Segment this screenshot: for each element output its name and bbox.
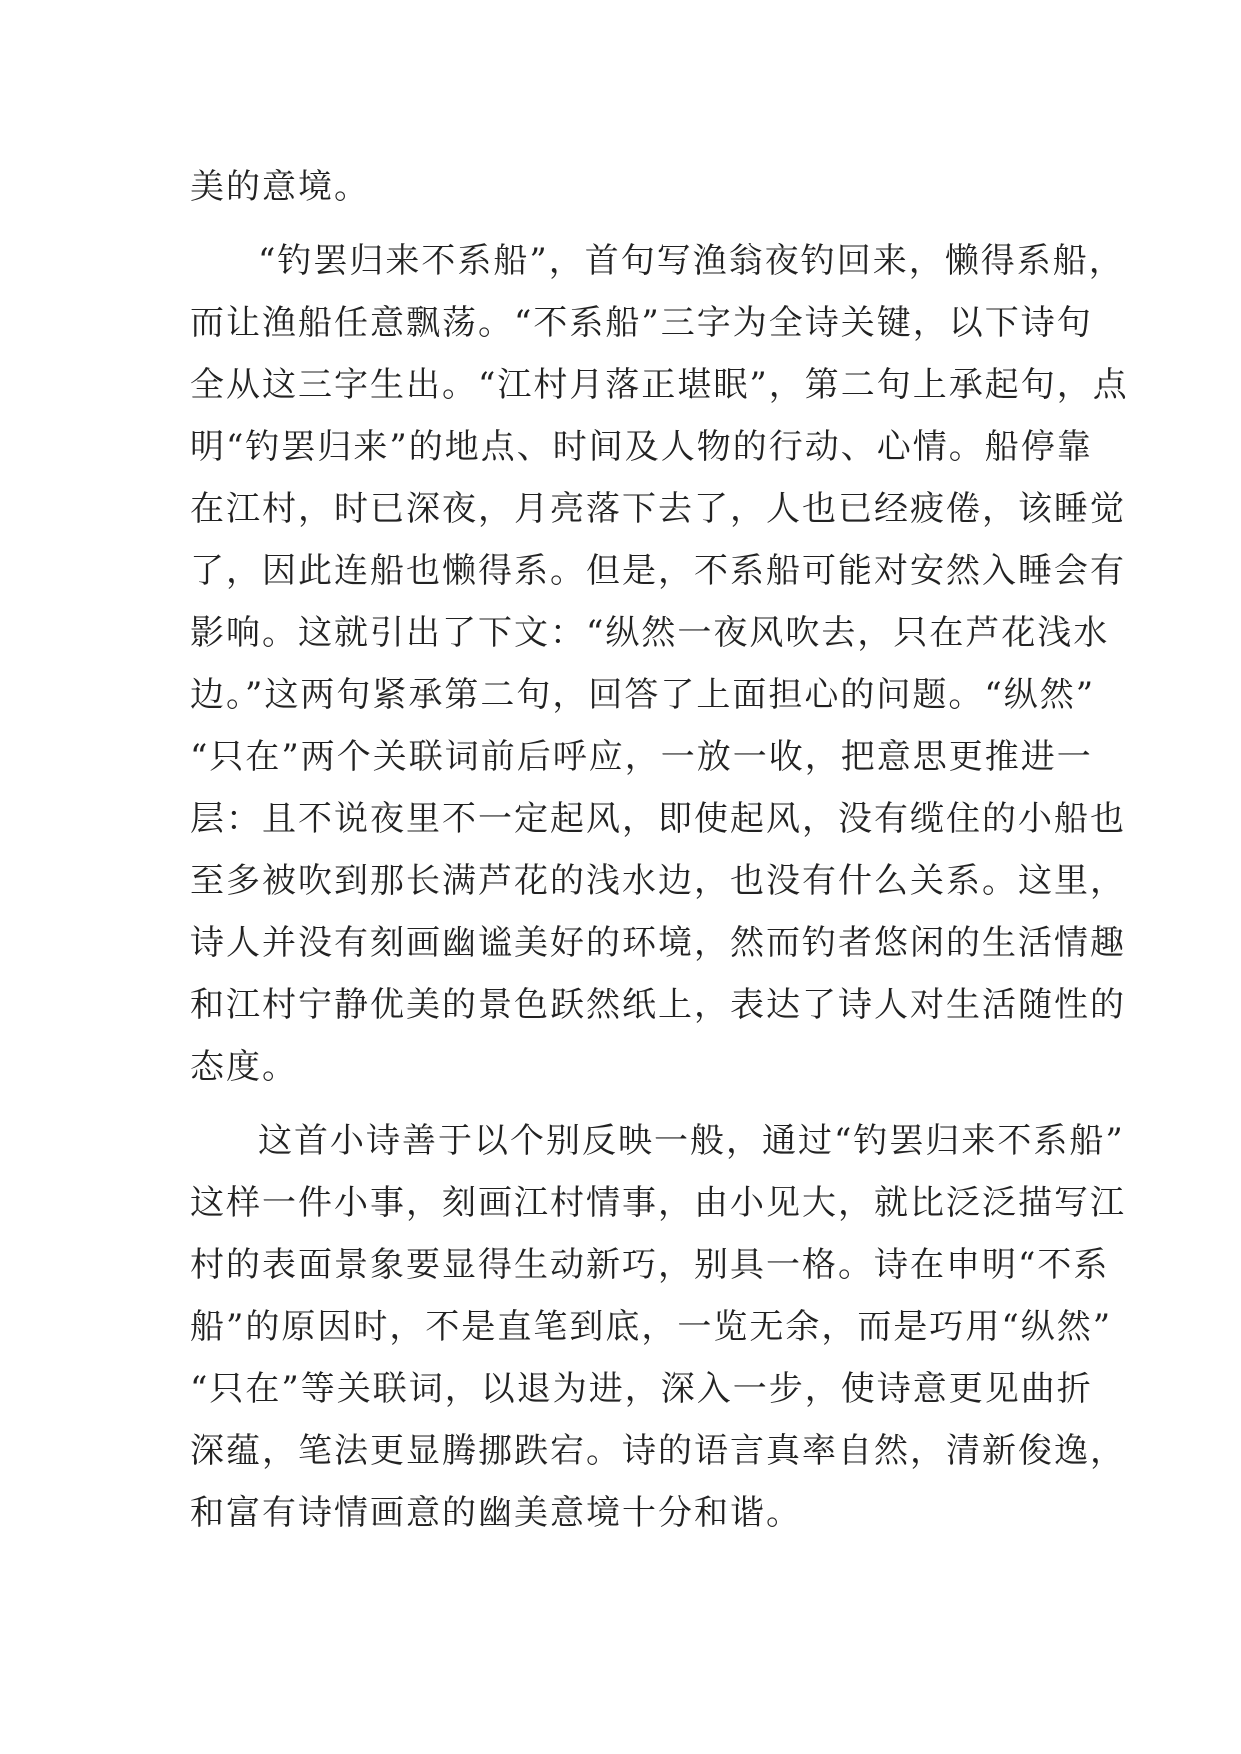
text-line: 船”的原因时，不是直笔到底，一览无余，而是巧用“纵然” <box>190 1307 1113 1347</box>
body-text <box>190 156 1129 1544</box>
paragraph-gap <box>190 1098 1070 1110</box>
text-line: 和江村宁静优美的景色跃然纸上，表达了诗人对生活随性的 <box>190 985 1126 1025</box>
text-line: 深蕴，笔法更显腾挪跌宕。诗的语言真率自然，清新俊逸， <box>190 1431 1126 1471</box>
text-line: 边。”这两句紧承第二句，回答了上面担心的问题。“纵然” <box>190 675 1096 715</box>
text-line: 而让渔船任意飘荡。“不系船”三字为全诗关键，以下诗句 <box>190 303 1093 343</box>
text-line: 明“钓罢归来”的地点、时间及人物的行动、心情。船停靠 <box>190 427 1093 467</box>
paragraph <box>190 230 1129 1098</box>
text-line: 在江村，时已深夜，月亮落下去了，人也已经疲倦，该睡觉 <box>190 489 1126 529</box>
text-line: 全从这三字生出。“江村月落正堪眠”，第二句上承起句，点 <box>190 365 1129 405</box>
text-line: 美的意境。 <box>190 167 370 207</box>
text-line: “只在”等关联词，以退为进，深入一步，使诗意更见曲折 <box>190 1369 1093 1409</box>
paragraph <box>190 156 1070 218</box>
text-line: 这样一件小事，刻画江村情事，由小见大，就比泛泛描写江 <box>190 1183 1126 1223</box>
text-line: 态度。 <box>190 1047 298 1087</box>
text-line: 村的表面景象要显得生动新巧，别具一格。诗在申明“不系 <box>190 1245 1110 1285</box>
text-line: 和富有诗情画意的幽美意境十分和谐。 <box>190 1493 802 1533</box>
text-line: 了，因此连船也懒得系。但是，不系船可能对安然入睡会有 <box>190 551 1126 591</box>
text-line: “只在”两个关联词前后呼应，一放一收，把意思更推进一 <box>190 737 1093 777</box>
text-line: 这首小诗善于以个别反映一般，通过“钓罢归来不系船” <box>258 1121 1125 1161</box>
text-line: “钓罢归来不系船”，首句写渔翁夜钓回来，懒得系船， <box>258 241 1125 281</box>
text-line: 层：且不说夜里不一定起风，即使起风，没有缆住的小船也 <box>190 799 1126 839</box>
text-line: 至多被吹到那长满芦花的浅水边，也没有什么关系。这里， <box>190 861 1126 901</box>
paragraph <box>190 1110 1126 1544</box>
text-line: 影响。这就引出了下文：“纵然一夜风吹去，只在芦花浅水 <box>190 613 1110 653</box>
text-line: 诗人并没有刻画幽谧美好的环境，然而钓者悠闲的生活情趣 <box>190 923 1126 963</box>
paragraph-gap <box>190 218 1070 230</box>
